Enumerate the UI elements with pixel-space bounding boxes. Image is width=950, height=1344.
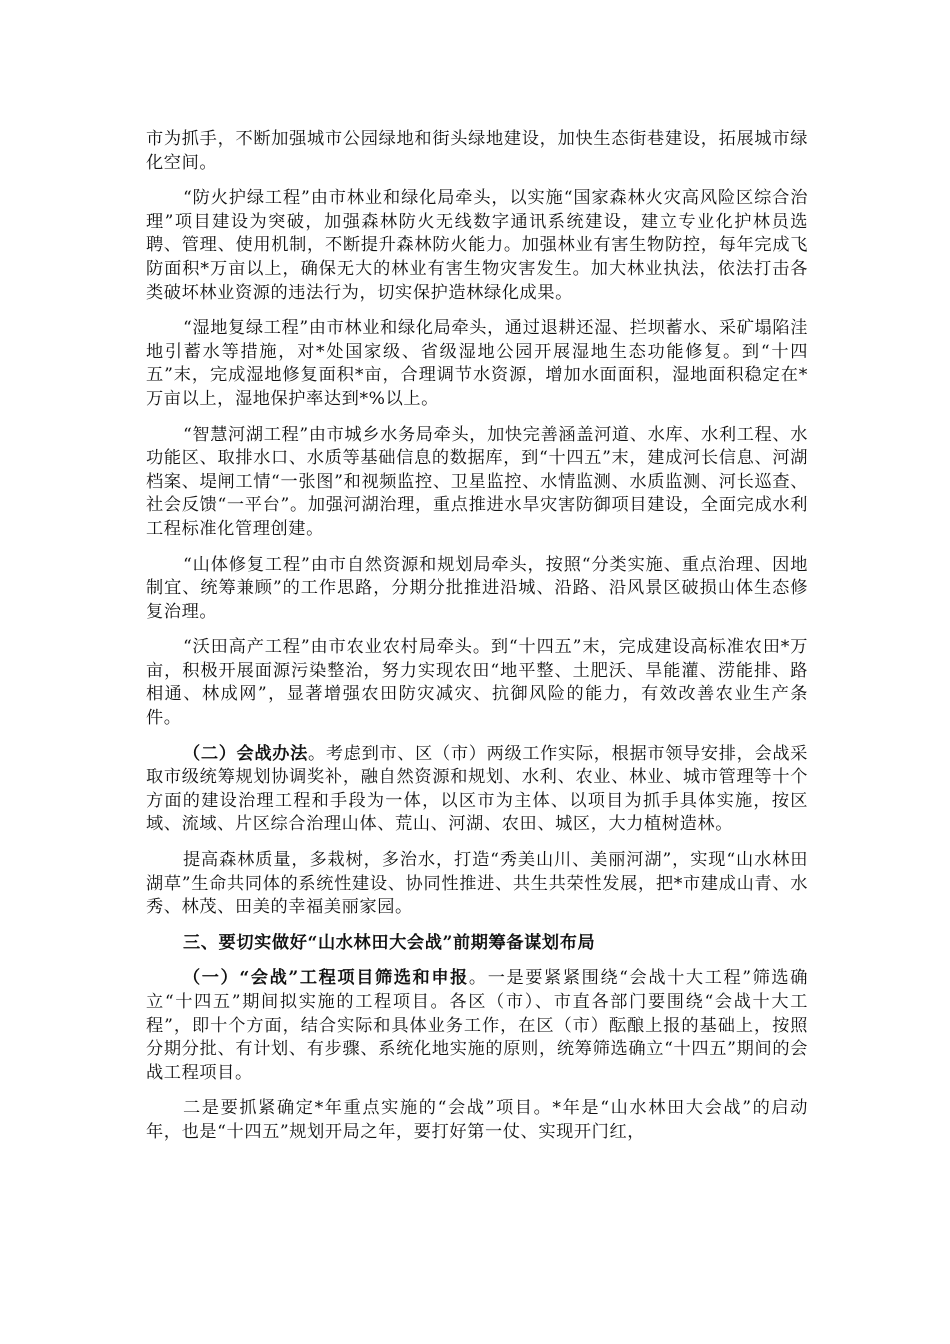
paragraph-key-projects: 二是要抓紧确定*年重点实施的“会战”项目。*年是“山水林田大会战”的启动年，也是“十四五”规划开局之年，要打好第一仗、实现开门红， <box>146 1098 808 1142</box>
document-page <box>146 128 808 1145</box>
section-heading-3: 三、要切实做好“山水林田大会战”前期筹备谋划布局 <box>182 932 596 953</box>
paragraph-smart-rivers-project: “智慧河湖工程”由市城乡水务局牵头，加快完善涵盖河道、水库、水利工程、水功能区、取排水口、水质等基础信息的数据库，到“十四五”末，建成河长信息、河湖档案、堤闸工情“一张图”和视频监控、卫星监控、水情监测、水质监测、河长巡查、社会反馈“一平台”。加强河湖治理，重点推进水旱灾害防御项目建设，全面完成水利工程标准化管理创建。 <box>146 424 808 539</box>
project-screening-heading: （一）“会战”工程项目筛选和申报 <box>182 968 469 989</box>
paragraph-wetland-project: “湿地复绿工程”由市林业和绿化局牵头，通过退耕还湿、拦坝蓄水、采矿塌陷洼地引蓄水等措施，对*处国家级、省级湿地公园开展湿地生态功能修复。到“十四五”末，完成湿地修复面积*亩，合理调节水资源，增加水面面积，湿地面积稳定在*万亩以上，湿地保护率达到*%以上。 <box>146 318 808 409</box>
campaign-methods-heading: （二）会战办法 <box>182 743 308 764</box>
paragraph-forest-quality: 提高森林质量，多栽树，多治水，打造“秀美山川、美丽河湖”，实现“山水林田湖草”生命共同体的系统性建设、协同性推进、共生共荣性发展，把*市建成山青、水秀、林茂、田美的幸福美丽家园。 <box>146 850 808 918</box>
paragraph-fire-prevention-project: “防火护绿工程”由市林业和绿化局牵头，以实施“国家森林火灾高风险区综合治理”项目建设为突破，加强森林防火无线数字通讯系统建设，建立专业化护林员选聘、管理、使用机制，不断提升森林防火能力。加强林业有害生物防控，每年完成飞防面积*万亩以上，确保无大的林业有害生物灾害发生。加大林业执法，依法打击各类破坏林业资源的违法行为，切实保护造林绿化成果。 <box>146 188 808 303</box>
campaign-methods-text: 。考虑到市、区（市）两级工作实际，根据市领导安排，会战采取市级统筹规划协调奖补，融自然资源和规划、水利、农业、林业、城市管理等十个方面的建设治理工程和手段为一体，以区市为主体、以项目为抓手具体实施，按区域、流域、片区综合治理山体、荒山、河湖、农田、城区，大力植树造林。 <box>146 743 809 835</box>
paragraph-city-greening-end: 市为抓手，不断加强城市公园绿地和街头绿地建设，加快生态街巷建设，拓展城市绿化空间。 <box>146 129 808 173</box>
paragraph-farmland-project: “沃田高产工程”由市农业农村局牵头。到“十四五”末，完成建设高标准农田*万亩，积极开展面源污染整治，努力实现农田“地平整、土肥沃、旱能灌、涝能排、路相通、林成网”，显著增强农田防灾减灾、抗御风险的能力，有效改善农业生产条件。 <box>146 637 808 729</box>
project-screening-text: 。一是要紧紧围绕“会战十大工程”筛选确立“十四五”期间拟实施的工程项目。各区（市）、市直各部门要围绕“会战十大工程”，即十个方面，结合实际和具体业务工作，在区（市）酝酿上报的基础上，按照分期分批、有计划、有步骤、系统化地实施的原则，统筹筛选确立“十四五”期间的会战工程项目。 <box>146 968 808 1083</box>
paragraph-project-screening <box>146 967 808 1085</box>
paragraph-mountain-restoration-project: “山体修复工程”由市自然资源和规划局牵头，按照“分类实施、重点治理、因地制宜、统筹兼顾”的工作思路，分期分批推进沿城、沿路、沿风景区破损山体生态修复治理。 <box>146 554 808 622</box>
paragraph-campaign-methods <box>146 743 808 837</box>
